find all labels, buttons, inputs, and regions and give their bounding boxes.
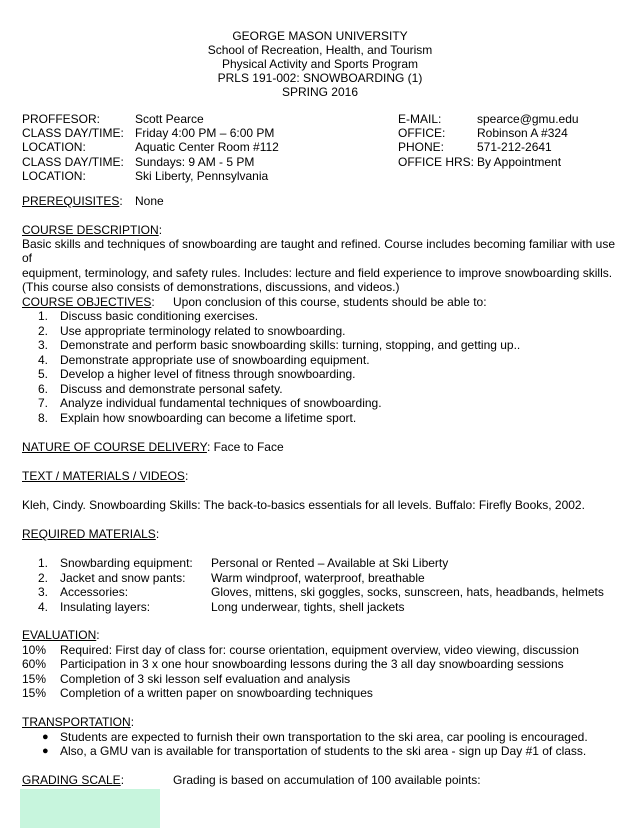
item-name: Insulating layers: xyxy=(60,600,151,614)
item-number: 4. xyxy=(37,353,48,367)
evaluation-percent: 60% xyxy=(22,657,47,671)
document-header xyxy=(0,29,640,99)
item-text: Use appropriate terminology related to snowboarding. xyxy=(60,324,346,338)
info-value: 571-212-2641 xyxy=(477,140,552,154)
description-line: (This course also consists of demonstrations, discussions, and videos.) xyxy=(22,279,400,294)
item-text: Develop a higher level of fitness through snowboarding. xyxy=(60,367,356,381)
item-name: Jacket and snow pants: xyxy=(60,571,186,585)
item-number: 2. xyxy=(37,324,48,338)
program-name: Physical Activity and Sports Program xyxy=(221,57,419,71)
text-materials-heading-row xyxy=(22,469,188,483)
section-heading: PREREQUISITES xyxy=(22,194,120,208)
info-label: PHONE: xyxy=(398,140,445,154)
prerequisites-section xyxy=(22,194,123,208)
item-text: Explain how snowboarding can become a lifetime sport. xyxy=(60,411,357,425)
info-label: LOCATION: xyxy=(22,140,86,154)
section-heading: GRADING SCALE xyxy=(22,773,121,787)
evaluation-text: Required: First day of class for: course orientation, equipment overview, video viewing, discussion xyxy=(60,643,579,657)
item-number: 8. xyxy=(37,411,48,425)
grading-intro: Grading is based on accumulation of 100 available points: xyxy=(173,773,481,787)
delivery-section xyxy=(22,440,284,454)
prerequisites-value: None xyxy=(135,194,164,208)
item-detail: Personal or Rented – Available at Ski Liberty xyxy=(211,556,449,570)
item-number: 6. xyxy=(37,382,48,396)
item-text: Demonstrate appropriate use of snowboarding equipment. xyxy=(60,353,370,367)
info-label: OFFICE: xyxy=(398,126,446,140)
item-detail: Warm windproof, waterproof, breathable xyxy=(211,571,425,585)
section-heading: TRANSPORTATION xyxy=(22,715,131,729)
evaluation-text: Participation in 3 x one hour snowboarding lessons during the 3 all day snowboarding sessions xyxy=(60,657,564,671)
info-value: Sundays: 9 AM - 5 PM xyxy=(135,155,255,169)
term: SPRING 2016 xyxy=(281,85,359,99)
item-name: Accessories: xyxy=(60,585,129,599)
info-label: CLASS DAY/TIME: xyxy=(22,155,124,169)
description-line: Basic skills and techniques of snowboarding are taught and refined. Course includes becoming familiar with use of xyxy=(22,237,615,266)
item-detail: Long underwear, tights, shell jackets xyxy=(211,600,405,614)
section-heading: TEXT / MATERIALS / VIDEOS xyxy=(22,469,185,483)
section-heading: NATURE OF COURSE DELIVERY xyxy=(22,440,207,454)
item-text: Students are expected to furnish their own transportation to the ski area, car pooling is encouraged. xyxy=(60,730,588,744)
item-number: 1. xyxy=(37,556,48,570)
item-number: 3. xyxy=(37,585,48,599)
textbook-citation: Kleh, Cindy. Snowboarding Skills: The back-to-basics essentials for all levels. Buffalo: Firefly Books, 2002. xyxy=(22,498,585,512)
grading-heading-row xyxy=(22,773,124,787)
section-heading: COURSE OBJECTIVES xyxy=(22,295,152,309)
item-number: 2. xyxy=(37,571,48,585)
heading-colon: : xyxy=(120,773,125,787)
section-heading: EVALUATION xyxy=(22,628,97,642)
heading-colon: : xyxy=(130,715,135,729)
highlight-box xyxy=(20,789,160,828)
evaluation-text: Completion of 3 ski lesson self evaluation and analysis xyxy=(60,672,351,686)
item-number: 3. xyxy=(37,338,48,352)
info-value: Robinson A #324 xyxy=(477,126,568,140)
heading-colon: : xyxy=(96,628,100,642)
description-line: equipment, terminology, and safety rules. Includes: lecture and field experience to improve snowboarding skills. xyxy=(22,265,613,280)
item-text: Also, a GMU van is available for transportation of students to the ski area - sign up Day #1 of class. xyxy=(60,744,587,758)
item-text: Demonstrate and perform basic snowboarding skills: turning, stopping, and getting up.. xyxy=(60,338,521,352)
evaluation-heading-row xyxy=(22,628,100,642)
objectives-heading-row xyxy=(22,295,155,309)
info-label: CLASS DAY/TIME: xyxy=(22,126,124,140)
description-heading-row xyxy=(22,223,162,237)
bullet-icon: ● xyxy=(42,731,49,743)
info-value: Friday 4:00 PM – 6:00 PM xyxy=(135,126,275,140)
heading-colon: : xyxy=(119,194,123,208)
item-detail: Gloves, mittens, ski goggles, socks, sunscreen, hats, headbands, helmets xyxy=(211,585,604,599)
objectives-intro: Upon conclusion of this course, students should be able to: xyxy=(173,295,487,309)
heading-colon: : xyxy=(184,469,189,483)
evaluation-percent: 15% xyxy=(22,686,47,700)
transportation-heading-row xyxy=(22,715,134,729)
evaluation-percent: 15% xyxy=(22,672,47,686)
item-text: Discuss basic conditioning exercises. xyxy=(60,309,259,323)
item-number: 5. xyxy=(37,367,48,381)
info-label: LOCATION: xyxy=(22,169,86,183)
item-number: 4. xyxy=(37,600,48,614)
item-number: 1. xyxy=(37,309,48,323)
item-number: 7. xyxy=(37,396,48,410)
info-label: E-MAIL: xyxy=(398,112,442,126)
delivery-value: : Face to Face xyxy=(206,440,284,454)
university-name: GEORGE MASON UNIVERSITY xyxy=(232,29,408,43)
email-value[interactable]: spearce@gmu.edu xyxy=(477,112,579,126)
heading-colon: : xyxy=(151,295,155,309)
info-label: OFFICE HRS: xyxy=(398,155,475,169)
info-label: PROFFESOR: xyxy=(22,112,101,126)
description-body xyxy=(22,237,622,294)
evaluation-percent: 10% xyxy=(22,643,47,657)
evaluation-text: Completion of a written paper on snowboarding techniques xyxy=(60,686,373,700)
school-name: School of Recreation, Health, and Tourism xyxy=(207,43,433,57)
required-materials-heading-row xyxy=(22,527,159,541)
bullet-icon: ● xyxy=(42,745,49,757)
info-value: Aquatic Center Room #112 xyxy=(135,140,279,154)
info-value: Ski Liberty, Pennsylvania xyxy=(135,169,269,183)
section-heading: REQUIRED MATERIALS xyxy=(22,527,156,541)
info-value: Scott Pearce xyxy=(135,112,204,126)
item-name: Snowbarding equipment: xyxy=(60,556,193,570)
item-text: Discuss and demonstrate personal safety. xyxy=(60,382,283,396)
heading-colon: : xyxy=(155,527,160,541)
info-value: By Appointment xyxy=(477,155,562,169)
course-title: PRLS 191-002: SNOWBOARDING (1) xyxy=(217,71,423,85)
heading-colon: : xyxy=(158,223,163,237)
section-heading: COURSE DESCRIPTION xyxy=(22,223,159,237)
item-text: Analyze individual fundamental techniques of snowboarding. xyxy=(60,396,382,410)
